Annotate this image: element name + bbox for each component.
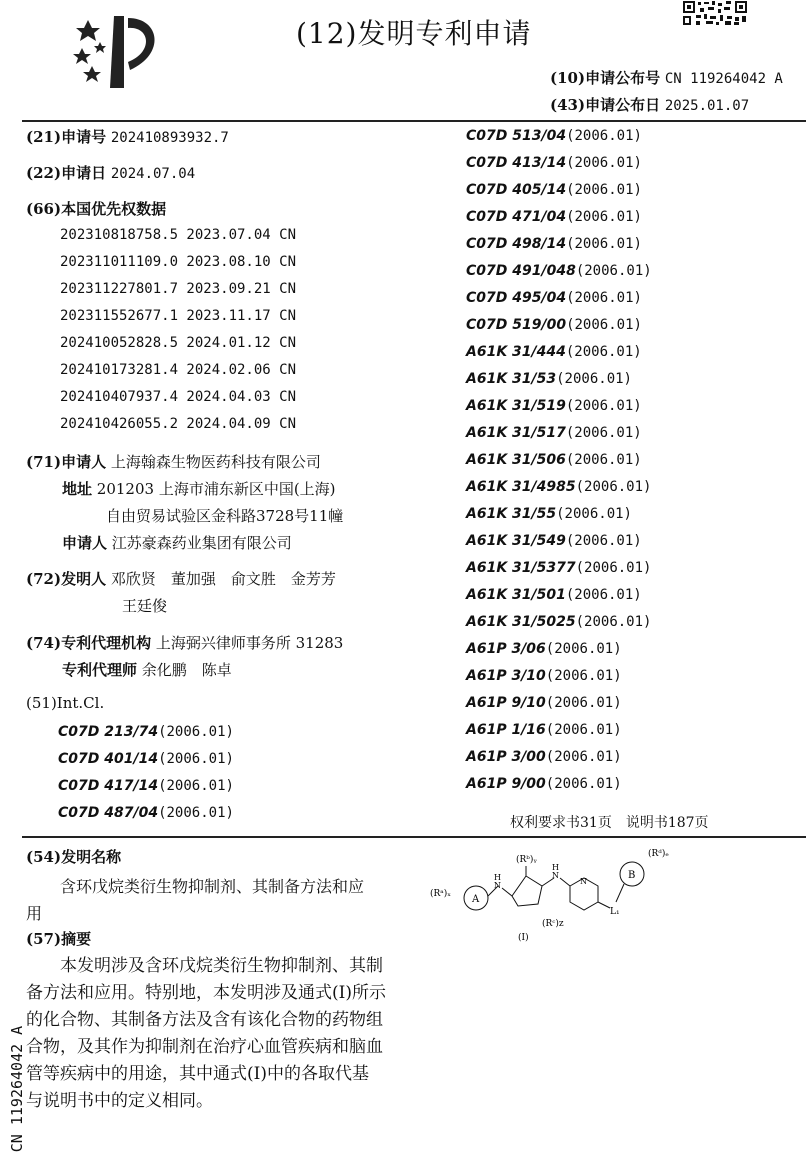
classification-row (466, 446, 652, 473)
priority-label: (66)本国优先权数据 (26, 200, 167, 218)
classification-code: A61P 9/00 (466, 776, 546, 792)
classification-version: (2006.01) (556, 506, 632, 522)
pages-info: 权利要求书31页 说明书187页 (510, 815, 709, 831)
priority-item: 202410426055.2 2024.04.09 CN (60, 416, 297, 432)
abstract-line: 管等疾病中的用途，其中通式(I)中的各取代基 (26, 1064, 369, 1084)
priority-item: 202410052828.5 2024.01.12 CN (60, 335, 297, 351)
abstract-line: 的化合物、其制备方法及含有该化合物的药物组 (26, 1010, 383, 1030)
header-divider (22, 120, 806, 122)
classification-code: A61P 3/06 (466, 641, 546, 657)
classification-version: (2006.01) (566, 209, 642, 225)
classification-code: C07D 401/14 (58, 751, 159, 767)
address-line2: 自由贸易试验区金科路3728号11幢 (106, 507, 344, 525)
classification-version: (2006.01) (566, 236, 642, 252)
publication-number-row (550, 67, 783, 88)
applicant-label: (71)申请人 (26, 453, 107, 471)
pyridine-n: N (580, 877, 587, 886)
agent-label: 专利代理师 (62, 661, 138, 679)
classification-row (466, 230, 652, 257)
classification-version: (2006.01) (575, 479, 652, 495)
classification-code: A61K 31/501 (466, 587, 566, 603)
classification-row (466, 122, 652, 149)
classification-code: A61K 31/506 (466, 452, 566, 468)
application-date: 2024.07.04 (110, 166, 196, 182)
classification-code: A61K 31/55 (466, 506, 557, 522)
agency-name: 上海弼兴律师事务所 31283 (155, 634, 344, 652)
application-date-label: (22)申请日 (26, 164, 107, 182)
classification-row (466, 500, 652, 527)
priority-item: 202310818758.5 2023.07.04 CN (60, 227, 297, 243)
address-line1: 201203 上海市浦东新区中国(上海) (96, 480, 336, 498)
classification-row (466, 770, 652, 797)
invention-title-line2: 用 (26, 904, 43, 923)
agency-row (26, 632, 343, 653)
applicant2-name: 江苏豪森药业集团有限公司 (111, 534, 292, 552)
publication-date: 2025.01.07 (664, 98, 750, 114)
classification-version: (2006.01) (565, 398, 642, 414)
nh2-h: H (552, 863, 559, 872)
applicant-row (26, 451, 321, 472)
classification-row (466, 365, 652, 392)
classification-row (466, 527, 652, 554)
classification-code: A61K 31/517 (466, 425, 566, 441)
nh1-h: H (494, 873, 501, 882)
classification-code: A61K 31/4985 (466, 479, 576, 495)
classification-row (466, 473, 652, 500)
abstract-line: 合物，及其作为抑制剂在治疗心血管疾病和脑血 (26, 1037, 383, 1057)
classification-code: C07D 417/14 (58, 778, 159, 794)
linker-l1: L₁ (610, 907, 620, 917)
cnipa-logo (70, 14, 166, 90)
classification-code: C07D 213/74 (58, 724, 159, 740)
classification-row (58, 799, 234, 826)
classification-version: (2006.01) (545, 641, 622, 657)
classification-row (466, 716, 652, 743)
inventors-line1: 邓欣贤 董加强 俞文胜 金芳芳 (110, 570, 336, 588)
inventor-label: (72)发明人 (26, 570, 107, 588)
priority-item: 202410407937.4 2024.04.03 CN (60, 389, 297, 405)
classification-version: (2006.01) (575, 614, 652, 630)
classification-version: (2006.01) (565, 344, 642, 360)
address-row (62, 478, 336, 499)
classification-row (466, 257, 652, 284)
classification-row (58, 718, 234, 745)
publication-number-label: (10)申请公布号 (550, 69, 661, 87)
invention-title-label: (54)发明名称 (26, 848, 122, 866)
ra-substituent: (Rᵃ)ₓ (430, 889, 452, 899)
intcl-left-list (58, 718, 234, 826)
classification-row (58, 745, 234, 772)
classification-version: (2006.01) (565, 533, 642, 549)
formula-label: (I) (518, 933, 529, 943)
classification-version: (2006.01) (545, 776, 622, 792)
classification-row (466, 554, 652, 581)
classification-row (58, 772, 234, 799)
classification-version: (2006.01) (158, 751, 234, 767)
abstract-text (26, 953, 386, 1115)
ring-a-label: A (472, 894, 480, 905)
classification-row (466, 284, 652, 311)
classification-version: (2006.01) (566, 182, 642, 198)
section-divider (22, 836, 806, 838)
classification-row (466, 311, 652, 338)
classification-version: (2006.01) (575, 263, 652, 279)
classification-row (466, 149, 652, 176)
rb-substituent: (Rᵇ)ᵧ (516, 855, 537, 865)
classification-version: (2006.01) (545, 668, 622, 684)
applicant2-row (62, 532, 292, 553)
nh1-n: N (494, 881, 501, 890)
application-number-label: (21)申请号 (26, 128, 107, 146)
classification-version: (2006.01) (556, 371, 632, 387)
invention-title-line1: 含环戊烷类衍生物抑制剂、其制备方法和应 (60, 877, 365, 896)
abstract-line: 备方法和应用。特别地，本发明涉及通式(I)所示 (26, 983, 386, 1003)
classification-row (466, 743, 652, 770)
classification-row (466, 581, 652, 608)
rd-substituent: (Rᵈ)ₑ (648, 849, 669, 859)
classification-code: C07D 487/04 (58, 805, 159, 821)
applicant-name: 上海翰森生物医药科技有限公司 (110, 453, 321, 471)
abstract-line: 本发明涉及含环戊烷类衍生物抑制剂、其制 (60, 956, 383, 976)
classification-code: A61K 31/5025 (466, 614, 576, 630)
classification-code: A61P 1/16 (466, 722, 546, 738)
classification-code: A61K 31/444 (466, 344, 566, 360)
classification-code: A61P 3/10 (466, 668, 546, 684)
application-number: 202410893932.7 (110, 130, 229, 146)
classification-code: A61K 31/519 (466, 398, 566, 414)
priority-item: 202410173281.4 2024.02.06 CN (60, 362, 297, 378)
address-label: 地址 (62, 480, 93, 498)
classification-version: (2006.01) (565, 425, 642, 441)
classification-code: C07D 498/14 (466, 236, 567, 252)
classification-row (466, 176, 652, 203)
classification-code: A61K 31/549 (466, 533, 566, 549)
publication-date-label: (43)申请公布日 (550, 96, 661, 114)
classification-version: (2006.01) (566, 155, 642, 171)
priority-list (60, 222, 296, 438)
classification-version: (2006.01) (565, 452, 642, 468)
chemical-structure (430, 840, 700, 950)
agent-names: 余化鹏 陈卓 (141, 661, 232, 679)
classification-row (466, 392, 652, 419)
classification-row (466, 608, 652, 635)
publication-date-row (550, 94, 749, 115)
nh2-n: N (552, 871, 559, 880)
classification-row (466, 635, 652, 662)
classification-version: (2006.01) (566, 290, 642, 306)
classification-row (466, 662, 652, 689)
classification-row (466, 338, 652, 365)
document-type-title: (12)发明专利申请 (296, 17, 532, 50)
intcl-right-list (466, 122, 652, 797)
rc-substituent: (Rᶜ)z (542, 919, 564, 929)
classification-code: C07D 491/048 (466, 263, 576, 279)
classification-code: C07D 513/04 (466, 128, 567, 144)
classification-code: C07D 519/00 (466, 317, 567, 333)
agent-row (62, 659, 232, 680)
ring-b-label: B (628, 870, 636, 881)
inventors-line2: 王廷俊 (122, 597, 168, 615)
classification-version: (2006.01) (565, 587, 642, 603)
side-publication-label: CN 119264042 A (8, 1025, 27, 1153)
classification-code: A61K 31/53 (466, 371, 557, 387)
classification-code: C07D 405/14 (466, 182, 567, 198)
classification-version: (2006.01) (158, 724, 234, 740)
classification-version: (2006.01) (575, 560, 652, 576)
classification-version: (2006.01) (545, 749, 622, 765)
classification-version: (2006.01) (158, 778, 234, 794)
classification-row (466, 419, 652, 446)
classification-code: C07D 495/04 (466, 290, 567, 306)
classification-code: C07D 471/04 (466, 209, 567, 225)
qr-code (682, 0, 748, 26)
applicant2-label: 申请人 (62, 534, 108, 552)
classification-version: (2006.01) (158, 805, 234, 821)
classification-row (466, 203, 652, 230)
classification-version: (2006.01) (566, 317, 642, 333)
publication-number: CN 119264042 A (664, 71, 783, 87)
priority-item: 202311011109.0 2023.08.10 CN (60, 254, 297, 270)
application-date-row (26, 162, 195, 183)
classification-code: A61P 3/00 (466, 749, 546, 765)
abstract-label: (57)摘要 (26, 930, 92, 948)
application-number-row (26, 126, 229, 147)
classification-code: A61K 31/5377 (466, 560, 576, 576)
classification-row (466, 689, 652, 716)
classification-version: (2006.01) (566, 128, 642, 144)
agency-label: (74)专利代理机构 (26, 634, 152, 652)
abstract-line: 与说明书中的定义相同。 (26, 1091, 213, 1111)
priority-item: 202311552677.1 2023.11.17 CN (60, 308, 297, 324)
classification-code: A61P 9/10 (466, 695, 546, 711)
classification-version: (2006.01) (545, 695, 622, 711)
priority-item: 202311227801.7 2023.09.21 CN (60, 281, 297, 297)
classification-version: (2006.01) (545, 722, 622, 738)
intcl-label: (51)Int.Cl. (26, 694, 105, 712)
inventor-row (26, 568, 336, 589)
classification-code: C07D 413/14 (466, 155, 567, 171)
